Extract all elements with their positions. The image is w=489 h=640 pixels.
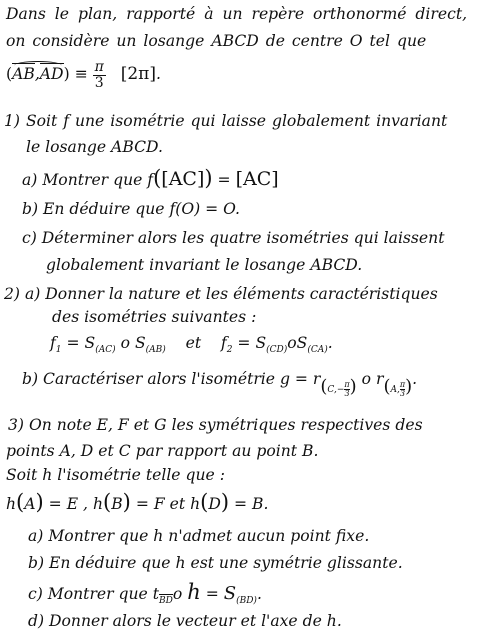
vector-ad: AD	[39, 65, 64, 84]
q3-h-definition: h(A) = E , h(B) = F et h(D) = B.	[6, 490, 269, 514]
q1-part-a: a) Montrer que f([AC]) = [AC]	[22, 166, 279, 190]
q2-part-b: b) Caractériser alors l'isométrie $g = r_{(C,- \frac{\pi}{3})}$ o $r_{(A, \frac{\pi}{3})}$.	[22, 370, 418, 398]
q3-line-1: 3) On note E, F et G les symétriques respectives des	[8, 416, 423, 434]
q3-part-c: c) Montrer que $t_{BD}o$ $h = S_{(BD)}$.	[28, 580, 262, 606]
q3-line-2: points A, D et C par rapport au point B.	[6, 442, 319, 460]
q3-line-3: Soit h l'isométrie telle que :	[6, 466, 225, 484]
q3-part-b: b) En déduire que h est une symétrie glissante.	[28, 554, 403, 572]
q3-part-a: a) Montrer que h n'admet aucun point fixe.	[28, 527, 370, 545]
q1-part-c-line-1: c) Déterminer alors les quatre isométries qui laissent	[22, 229, 445, 247]
q1-part-b: b) En déduire que f(O) = O.	[22, 200, 241, 218]
q2-line-2: des isométries suivantes :	[52, 308, 257, 326]
intro-line-1: Dans le plan, rapporté à un repère orthonormé direct,	[6, 5, 468, 23]
vector-ab: AB	[12, 65, 35, 84]
q1-line-2: le losange ABCD.	[26, 138, 163, 156]
fraction-pi-over-3: $\frac{\pi}{3}$	[94, 59, 104, 91]
vector-bd: BD	[159, 596, 173, 606]
intro-angle-formula: (AB,AD) ≡ $\frac{\pi}{3}$ [2π].	[6, 59, 161, 91]
q3-part-d: d) Donner alors le vecteur et l'axe de h.	[28, 612, 342, 630]
q1-part-c-line-2: globalement invariant le losange ABCD.	[46, 256, 363, 274]
q1-line-1: 1) Soit f une isométrie qui laisse globalement invariant	[4, 112, 448, 130]
q2-f1-f2-formula: $f_1 = S_{(AC)}$ o $S_{(AB)}$ et $f_2 = S_{(CD)}oS_{(CA)}$.	[50, 334, 333, 355]
q2-line-1: 2) a) Donner la nature et les éléments caractéristiques	[4, 285, 438, 303]
intro-line-2: on considère un losange ABCD de centre O tel que	[6, 32, 427, 50]
